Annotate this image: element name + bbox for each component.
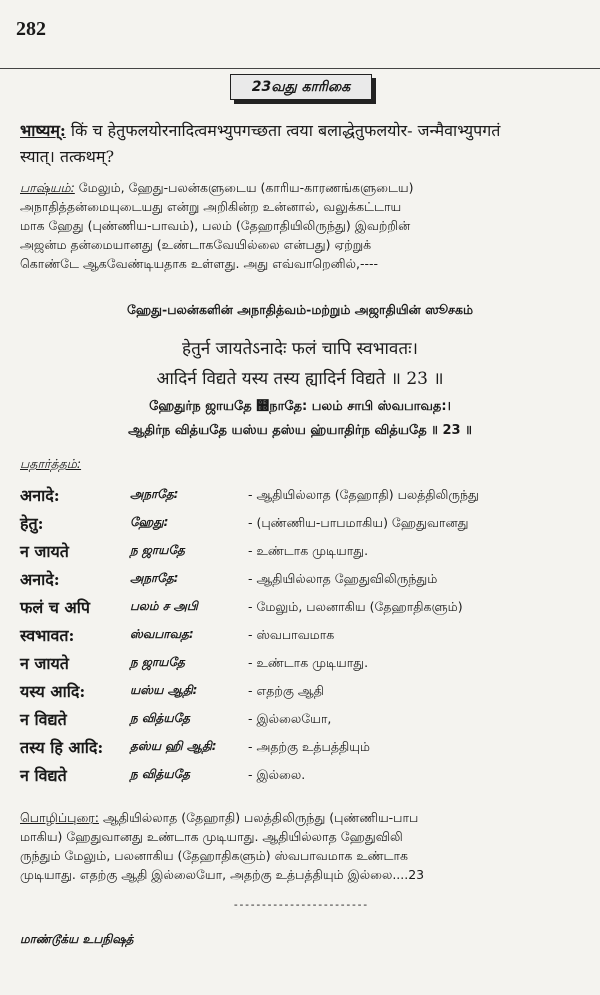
word-sanskrit: न जायते (20, 542, 69, 561)
word-row (20, 764, 595, 792)
summary-paragraph (20, 808, 595, 884)
verse-tamil (0, 395, 600, 443)
summary-label: பொழிப்புரை: (20, 810, 99, 825)
word-meaning-label: பதார்த்தம்: (20, 456, 82, 471)
word-row (20, 596, 595, 624)
footer-book-title: மாண்டூக்ய உபநிஷத் (20, 932, 134, 946)
summary-line-2: மாகிய) ஹேதுவானது உண்டாக முடியாது. ஆதியில்லாத ஹேதுவிலி (20, 829, 403, 844)
word-row (20, 680, 595, 708)
bhashya-tamil-line-1: பாஷ்யம்: மேலும், ஹேது-பலன்களுடைய (காரிய-காரணங்களுடைய) (20, 180, 414, 195)
summary-line-1: பொழிப்புரை: ஆதியில்லாத (தேஹாதி) பலத்திலிருந்து (புண்ணிய-பாப (20, 810, 419, 825)
bhashya-sanskrit-label: भाष्यम्: (20, 121, 66, 140)
verse-sanskrit (0, 334, 600, 394)
word-meaning: - மேலும், பலனாகிய (தேஹாதிகளும்) (248, 599, 463, 614)
bhashya-tamil-line-2: அநாதித்தன்மையுடையது என்று அறிகின்ற உன்னால், வலுக்கட்டாய (20, 199, 402, 214)
page-number: 282 (16, 18, 46, 40)
bhashya-sanskrit-line-2: स्यात्। तत्कथम्? (20, 147, 115, 166)
word-row (20, 512, 595, 540)
word-sanskrit: अनादे: (20, 570, 60, 589)
word-row (20, 484, 595, 512)
word-transliteration: ந ஜாயதே (130, 543, 185, 557)
word-sanskrit: न विद्यते (20, 766, 67, 785)
verse-tamil-line-1: ஹேதுர்ந ஜாயதே ஽நாதே: பலம் சாபி ஸ்வபாவத:। (149, 399, 451, 414)
word-row (20, 652, 595, 680)
word-meaning: - அதற்கு உத்பத்தியும் (248, 739, 370, 754)
separator: ------------------------ (232, 898, 368, 911)
word-transliteration: ந ஜாயதே (130, 655, 185, 669)
word-meaning: - இல்லை. (248, 767, 306, 782)
word-meaning: - ஆதியில்லாத ஹேதுவிலிருந்தும் (248, 571, 438, 586)
bhashya-tamil-line-4: அஜன்ம தன்மையானது (உண்டாகவேயில்லை என்பது) ஏற்றுக் (20, 237, 372, 252)
word-sanskrit: हेतु: (20, 514, 44, 533)
word-sanskrit: अनादे: (20, 486, 60, 505)
word-meaning: - உண்டாக முடியாது. (248, 543, 369, 558)
word-sanskrit: तस्य हि आदि: (20, 738, 104, 757)
bhashya-sanskrit-line-1 (20, 118, 590, 144)
word-transliteration: ந வித்யதே (130, 767, 190, 781)
verse-tamil-line-2: ஆதிர்ந வித்யதே யஸ்ய தஸ்ய ஹ்யாதிர்ந வித்யதே ॥ 23 ॥ (128, 423, 472, 438)
bhashya-tamil-label: பாஷ்யம்: (20, 180, 75, 195)
word-row (20, 736, 595, 764)
word-meaning: - எதற்கு ஆதி (248, 683, 324, 698)
word-transliteration: யஸ்ய ஆதி: (130, 683, 198, 697)
word-sanskrit: यस्य आदि: (20, 682, 86, 701)
word-row (20, 568, 595, 596)
verse-sanskrit-line-1: हेतुर्न जायतेऽनादेः फलं चापि स्वभावतः। (182, 339, 418, 359)
top-rule (0, 68, 600, 69)
word-transliteration: பலம் ச அபி (130, 599, 198, 613)
word-transliteration: ஸ்வபாவத: (130, 627, 194, 641)
bhashya-tamil-line-3: மாக ஹேது (புண்ணிய-பாவம்), பலம் (தேஹாதியிலிருந்து) இவற்றின் (20, 218, 411, 233)
word-sanskrit: स्वभावत: (20, 626, 75, 645)
bhashya-sanskrit (20, 118, 590, 170)
summary-line-4: முடியாது. எதற்கு ஆதி இல்லையோ, அதற்கு உத்பத்தியும் இல்லை....23 (20, 867, 425, 882)
word-meaning: - உண்டாக முடியாது. (248, 655, 369, 670)
summary-line-3: ருந்தும் மேலும், பலனாகிய (தேஹாதிகளும்) ஸ்வபாவமாக உண்டாக (20, 848, 409, 863)
word-sanskrit: फलं च अपि (20, 598, 90, 617)
verse-sanskrit-line-2: आदिर्न विद्यते यस्य तस्य ह्यादिर्न विद्यते ॥ 23 ॥ (156, 369, 444, 389)
word-meaning: - ஸ்வபாவமாக (248, 627, 335, 642)
word-meaning-table (20, 484, 595, 792)
word-transliteration: தஸ்ய ஹி ஆதி: (130, 739, 217, 753)
word-row (20, 540, 595, 568)
word-meaning: - இல்லையோ, (248, 711, 332, 726)
section-heading: ஹேது-பலன்களின் அநாதித்வம்-மற்றும் அஜாதியின் ஸூசகம் (126, 302, 474, 317)
word-transliteration: அநாதே: (130, 487, 179, 501)
word-row (20, 708, 595, 736)
bhashya-sanskrit-text: किं च हेतुफलयोरनादित्वमभ्युपगच्छता त्वया बलाद्धेतुफलयोर- जन्मैवाभ्युपगतं (65, 121, 501, 140)
word-transliteration: ந வித்யதே (130, 711, 190, 725)
word-meaning: - ஆதியில்லாத (தேஹாதி) பலத்திலிருந்து (248, 487, 479, 502)
word-sanskrit: न जायते (20, 654, 69, 673)
word-row (20, 624, 595, 652)
bhashya-tamil-line-5: கொண்டே ஆகவேண்டியதாக உள்ளது. அது எவ்வாறெனில்,---- (20, 256, 378, 271)
word-sanskrit: न विद्यते (20, 710, 67, 729)
bhashya-tamil (20, 178, 590, 273)
word-transliteration: அநாதே: (130, 571, 179, 585)
word-transliteration: ஹேது: (130, 515, 169, 529)
word-meaning: - (புண்ணிய-பாபமாகிய) ஹேதுவானது (248, 515, 469, 530)
karika-title-box: 23வது காரிகை (230, 74, 372, 100)
